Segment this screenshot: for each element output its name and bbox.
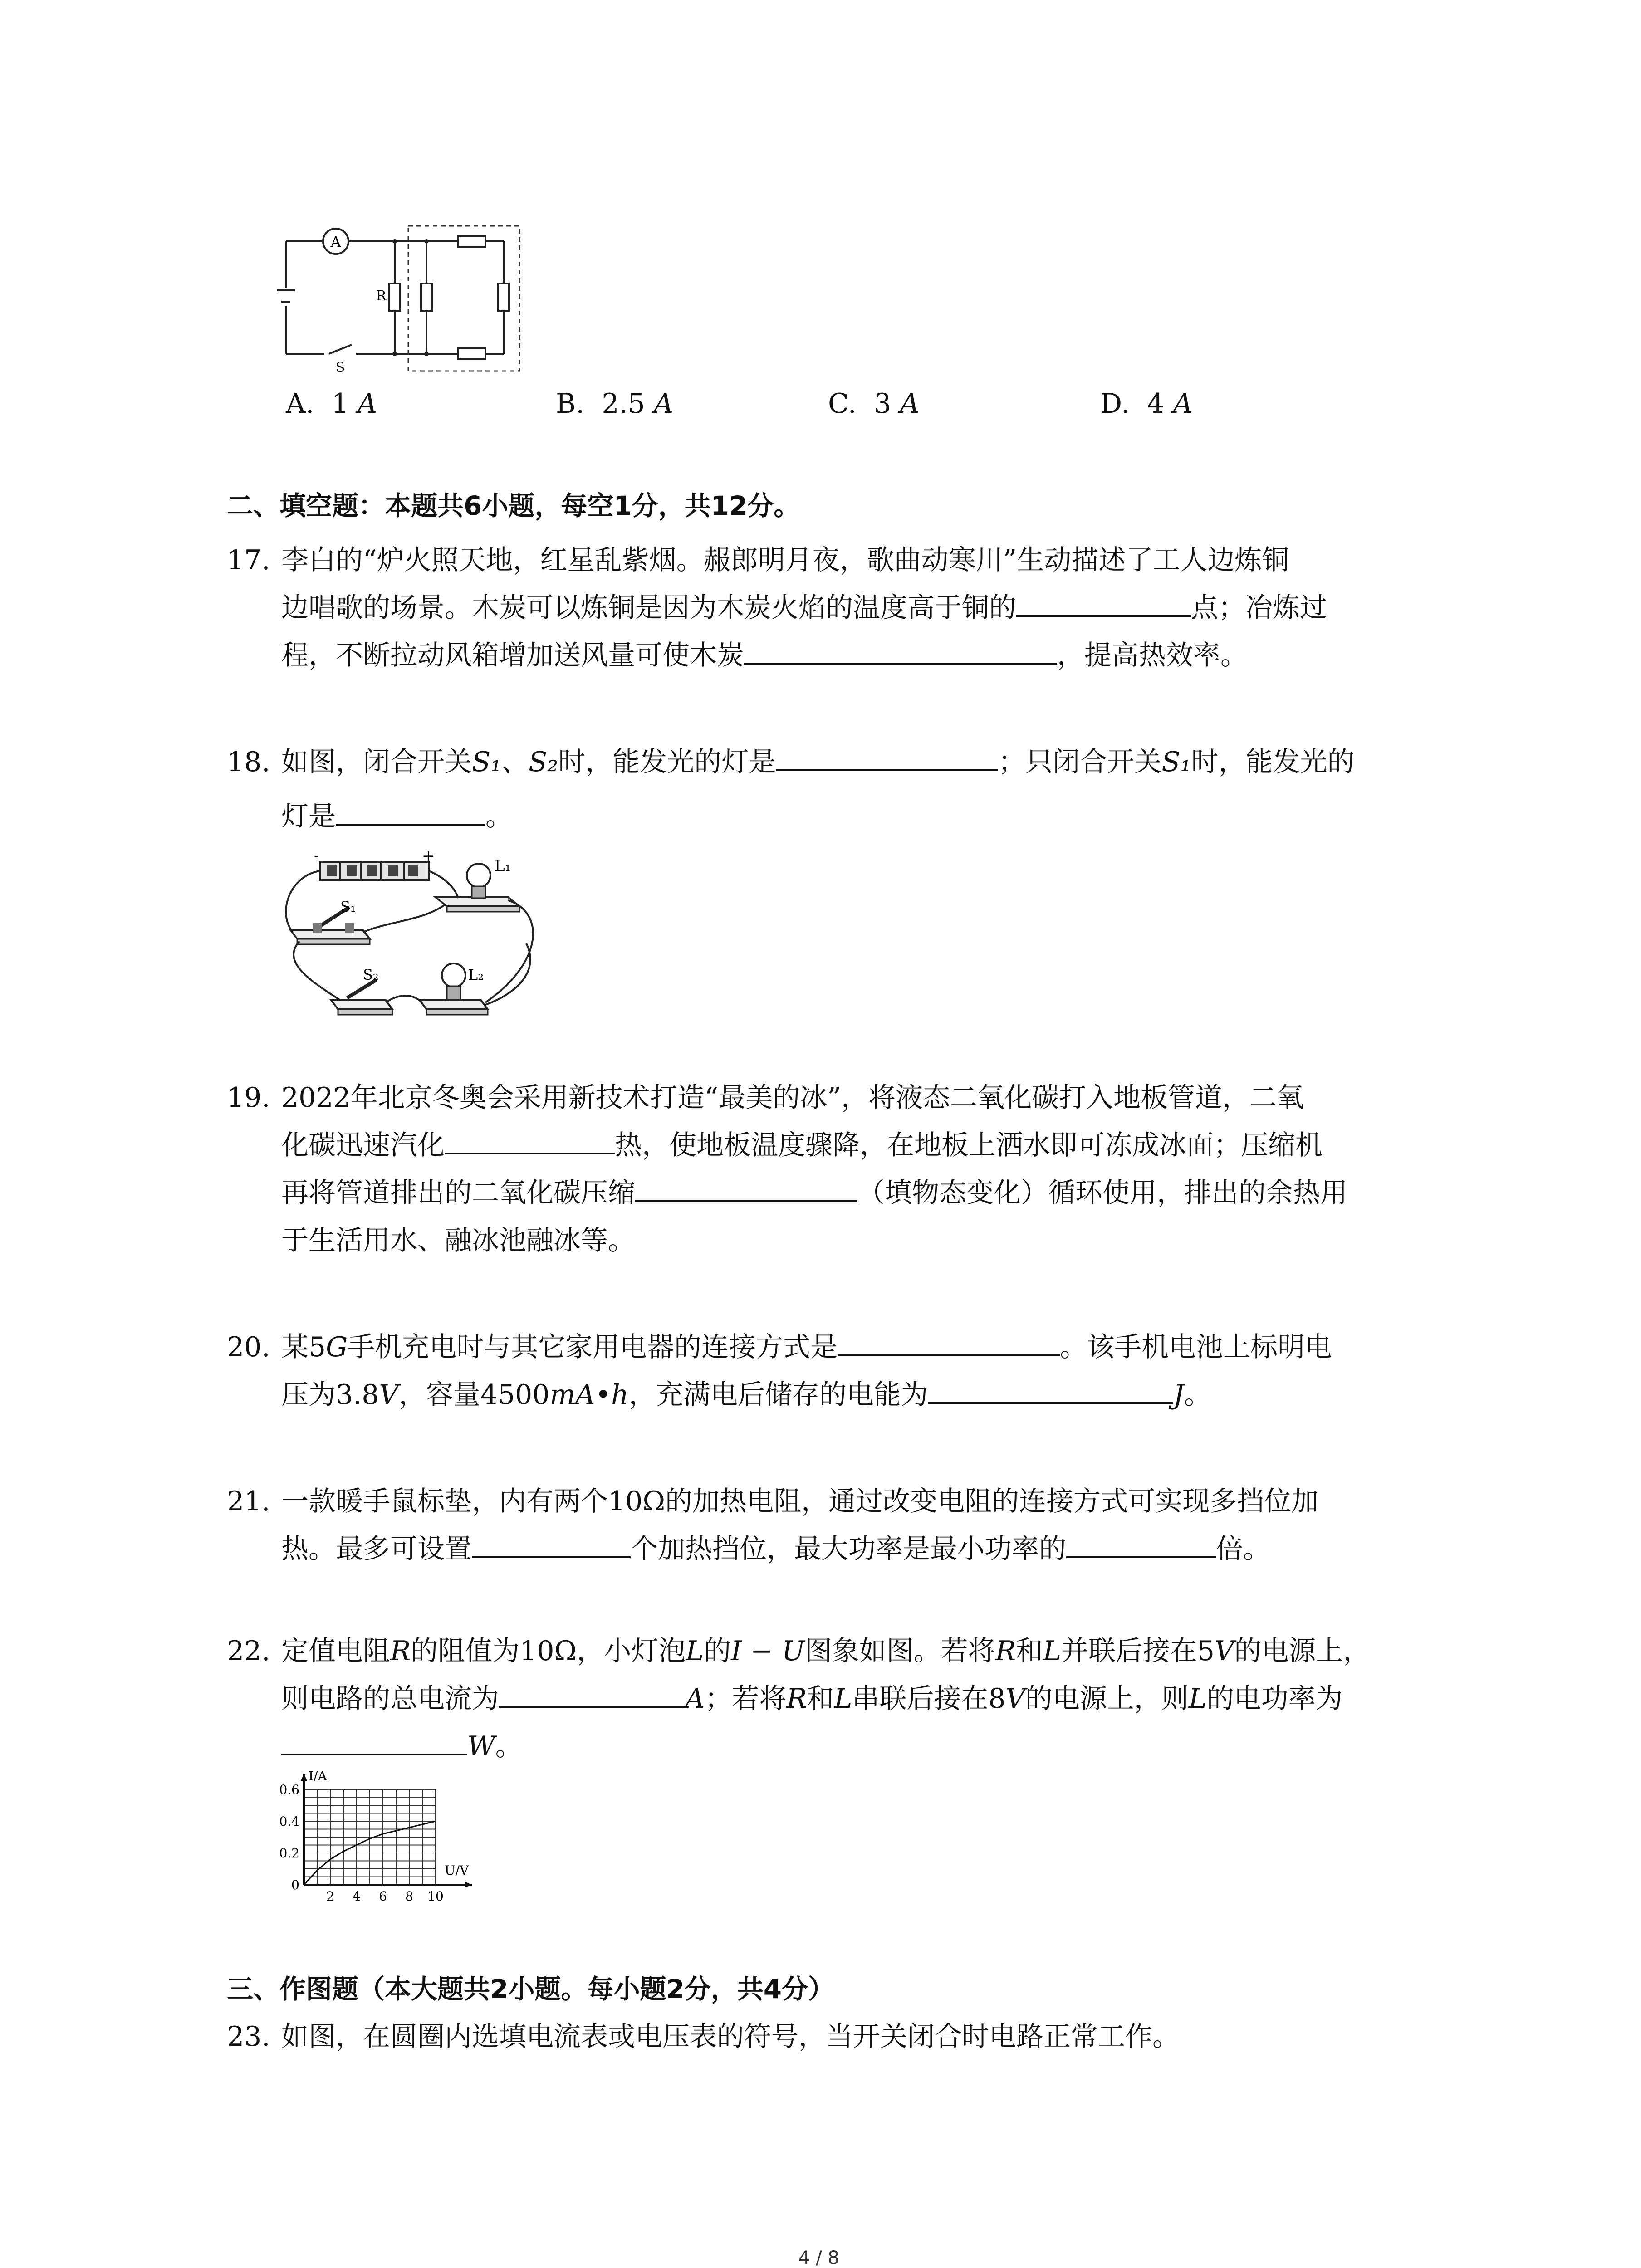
q16-option-c: C. 3 A: [828, 388, 920, 420]
q19-number: 19.: [227, 1082, 270, 1114]
q23-number: 23.: [227, 2021, 270, 2053]
q18-number: 18.: [227, 746, 270, 778]
q16-option-a: A. 1 A: [286, 388, 377, 420]
q21-line2: 热。最多可设置 个加热挡位，最大功率是最小功率的 倍。: [281, 1531, 1270, 1567]
q22-number: 22.: [227, 1635, 270, 1667]
s2-label: S₂: [363, 966, 379, 983]
q20-number: 20.: [227, 1331, 270, 1363]
q20-line2: 压为3.8V，容量4500mA•h，充满电后储存的电能为 J。: [281, 1377, 1211, 1413]
q21-blank-2[interactable]: [1066, 1531, 1216, 1558]
ammeter-label: A: [330, 233, 341, 250]
l2-label: L₂: [468, 966, 484, 983]
q17-number: 17.: [227, 544, 270, 576]
battery-minus: -: [314, 847, 319, 865]
section2-heading: 二、填空题：本题共6小题，每空1分，共12分。: [227, 490, 800, 521]
option-letter: B.: [556, 388, 585, 420]
x-tick-label: 4: [353, 1889, 361, 1904]
option-letter: C.: [828, 388, 857, 420]
q19-blank-1[interactable]: [445, 1127, 615, 1154]
switch-label: S: [335, 360, 345, 376]
y-axis-arrow: [301, 1774, 307, 1781]
q17-blank-2[interactable]: [744, 637, 1057, 665]
q21-number: 21.: [227, 1486, 270, 1517]
q21-line1: 一款暖手鼠标垫，内有两个10Ω的加热电阻，通过改变电阻的连接方式可实现多挡位加: [281, 1486, 1319, 1517]
q20-blank-2[interactable]: [928, 1377, 1173, 1404]
q18-blank-1[interactable]: [776, 744, 998, 771]
q19-line3: 再将管道排出的二氧化碳压缩 （填物态变化）循环使用，排出的余热用: [281, 1175, 1347, 1211]
q18-blank-2[interactable]: [336, 798, 485, 826]
s1-label: S₁: [340, 898, 356, 915]
y-tick-label: 0.2: [279, 1846, 299, 1861]
origin-label: 0: [291, 1877, 299, 1892]
q18-line1: 如图，闭合开关S₁、S₂时，能发光的灯是 ；只闭合开关S₁时，能发光的: [281, 744, 1354, 780]
q22-line3: W。: [281, 1728, 523, 1765]
q19-line2: 化碳迅速汽化 热，使地板温度骤降，在地板上洒水即可冻成冰面；压缩机: [281, 1127, 1323, 1163]
x-axis-label: U/V: [445, 1863, 469, 1878]
y-tick-label: 0.6: [279, 1782, 299, 1797]
q19-line1: 2022年北京冬奥会采用新技术打造“最美的冰”，将液态二氧化碳打入地板管道，二氧: [281, 1082, 1304, 1114]
q22-blank-1[interactable]: [499, 1681, 685, 1708]
q20-line1: 某5G手机充电时与其它家用电器的连接方式是 。该手机电池上标明电: [281, 1329, 1332, 1365]
q16-option-d: D. 4 A: [1100, 388, 1193, 420]
q22-line2: 则电路的总电流为 A；若将R和L串联后接在8V的电源上，则L的电功率为: [281, 1681, 1343, 1717]
q19-line4: 于生活用水、融冰池融冰等。: [281, 1225, 635, 1256]
y-axis-label: I/A: [309, 1769, 327, 1784]
q22-blank-2[interactable]: [281, 1728, 467, 1755]
x-tick-label: 6: [379, 1889, 387, 1904]
iu-graph: [272, 1760, 508, 1914]
l1-label: L₁: [495, 857, 511, 875]
q16-circuit-diagram: [272, 213, 526, 376]
q20-blank-1[interactable]: [838, 1329, 1060, 1356]
q17-line1: 李白的“炉火照天地，红星乱紫烟。赧郎明月夜，歌曲动寒川”生动描述了工人边炼铜: [281, 544, 1289, 576]
battery-plus: +: [422, 847, 435, 865]
q17-line2: 边唱歌的场景。木炭可以炼铜是因为木炭火焰的温度高于铜的 点；冶炼过: [281, 590, 1327, 626]
q18-circuit-photo: [272, 844, 572, 1034]
q23-text: 如图，在圆圈内选填电流表或电压表的符号，当开关闭合时电路正常工作。: [281, 2021, 1180, 2053]
option-letter: A.: [286, 388, 314, 420]
x-axis-arrow: [465, 1882, 472, 1888]
q17-line3: 程，不断拉动风箱增加送风量可使木炭 ，提高热效率。: [281, 637, 1248, 674]
q17-blank-1[interactable]: [1016, 590, 1191, 617]
option-letter: D.: [1100, 388, 1130, 420]
resistor-label: R: [376, 288, 387, 304]
q19-blank-2[interactable]: [635, 1175, 857, 1202]
x-tick-label: 8: [405, 1889, 413, 1904]
y-tick-label: 0.4: [279, 1814, 299, 1829]
q22-line1: 定值电阻R的阻值为10Ω，小灯泡L的I − U图象如图。若将R和L并联后接在5V的电源上，: [281, 1635, 1371, 1667]
x-tick-label: 10: [427, 1889, 444, 1904]
q18-line2: 灯是 。: [281, 798, 513, 835]
x-tick-label: 2: [326, 1889, 334, 1904]
section3-heading: 三、作图题（本大题共2小题。每小题2分，共4分）: [227, 1974, 835, 2004]
q16-option-b: B. 2.5 A: [556, 388, 674, 420]
page-number: 4 / 8: [798, 2248, 839, 2268]
q21-blank-1[interactable]: [472, 1531, 631, 1558]
